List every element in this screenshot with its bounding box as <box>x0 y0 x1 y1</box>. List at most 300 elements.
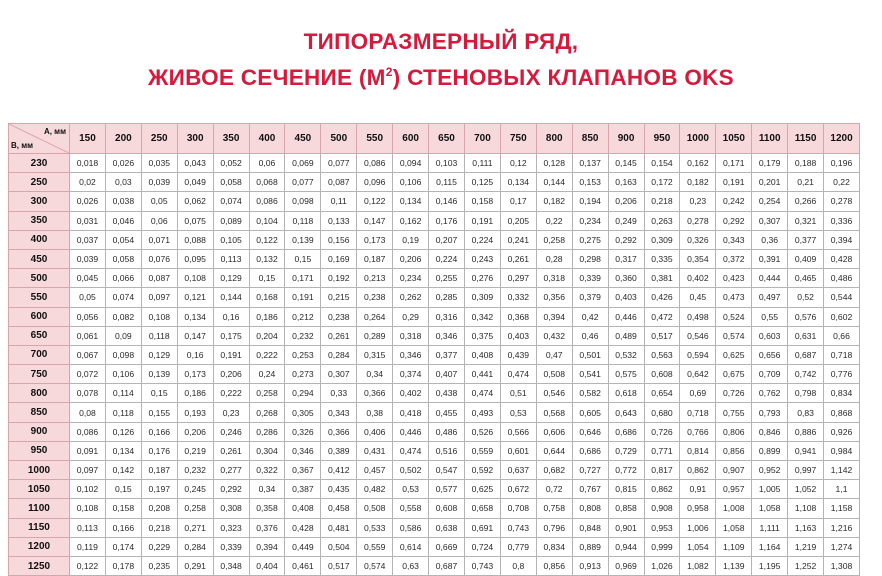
table-cell: 0,602 <box>824 307 860 326</box>
table-cell: 0,767 <box>572 480 608 499</box>
table-cell: 0,817 <box>644 461 680 480</box>
table-cell: 0,261 <box>213 441 249 460</box>
table-cell: 0,524 <box>716 307 752 326</box>
table-cell: 0,517 <box>321 556 357 575</box>
column-header-a: 700 <box>464 124 500 154</box>
table-row <box>9 537 860 556</box>
table-cell: 0,374 <box>393 365 429 384</box>
table-cell: 0,455 <box>429 403 465 422</box>
table-cell: 0,318 <box>536 269 572 288</box>
table-cell: 0,8 <box>500 556 536 575</box>
table-cell: 0,24 <box>249 365 285 384</box>
table-cell: 1,058 <box>752 499 788 518</box>
table-cell: 0,191 <box>285 288 321 307</box>
table-cell: 1,139 <box>716 556 752 575</box>
table-cell: 0,271 <box>177 518 213 537</box>
table-cell: 0,171 <box>716 154 752 173</box>
table-cell: 0,129 <box>213 269 249 288</box>
table-cell: 0,122 <box>357 192 393 211</box>
table-cell: 0,097 <box>70 461 106 480</box>
table-cell: 0,096 <box>357 173 393 192</box>
table-cell: 0,691 <box>464 518 500 537</box>
table-cell: 0,232 <box>177 461 213 480</box>
table-cell: 0,566 <box>500 422 536 441</box>
table-cell: 0,907 <box>716 461 752 480</box>
table-cell: 0,102 <box>70 480 106 499</box>
table-cell: 0,504 <box>321 537 357 556</box>
table-cell: 0,343 <box>321 403 357 422</box>
table-cell: 0,899 <box>752 441 788 460</box>
table-cell: 0,742 <box>788 365 824 384</box>
table-row <box>9 154 860 173</box>
table-cell: 0,241 <box>500 230 536 249</box>
table-cell: 0,642 <box>680 365 716 384</box>
table-cell: 0,153 <box>572 173 608 192</box>
column-header-a: 1150 <box>788 124 824 154</box>
table-container <box>8 123 860 576</box>
table-cell: 0,772 <box>608 461 644 480</box>
table-cell: 0,263 <box>644 211 680 230</box>
table-cell: 0,318 <box>393 326 429 345</box>
table-cell: 0,275 <box>572 230 608 249</box>
table-cell: 0,088 <box>177 230 213 249</box>
table-cell: 0,631 <box>788 326 824 345</box>
table-cell: 0,049 <box>177 173 213 192</box>
table-cell: 0,953 <box>644 518 680 537</box>
table-cell: 0,559 <box>357 537 393 556</box>
table-cell: 0,366 <box>357 384 393 403</box>
table-cell: 0,291 <box>177 556 213 575</box>
table-cell: 0,061 <box>70 326 106 345</box>
table-cell: 0,309 <box>464 288 500 307</box>
table-cell: 0,204 <box>249 326 285 345</box>
row-header-b: 950 <box>9 441 70 460</box>
table-cell: 1,109 <box>716 537 752 556</box>
table-cell: 0,574 <box>357 556 393 575</box>
table-cell: 0,207 <box>429 230 465 249</box>
column-header-a: 550 <box>357 124 393 154</box>
table-cell: 0,026 <box>105 154 141 173</box>
table-cell: 0,182 <box>536 192 572 211</box>
table-cell: 0,309 <box>644 230 680 249</box>
table-cell: 0,094 <box>393 154 429 173</box>
table-cell: 0,574 <box>716 326 752 345</box>
table-cell: 1,054 <box>680 537 716 556</box>
table-cell: 0,577 <box>429 480 465 499</box>
table-cell: 0,191 <box>213 345 249 364</box>
column-header-a: 400 <box>249 124 285 154</box>
table-cell: 0,069 <box>285 154 321 173</box>
table-row <box>9 288 860 307</box>
table-cell: 0,058 <box>105 249 141 268</box>
table-cell: 1,1 <box>824 480 860 499</box>
table-cell: 0,125 <box>464 173 500 192</box>
table-cell: 0,608 <box>429 499 465 518</box>
column-header-a: 850 <box>572 124 608 154</box>
table-cell: 0,134 <box>393 192 429 211</box>
table-cell: 0,05 <box>141 192 177 211</box>
table-cell: 0,342 <box>464 307 500 326</box>
table-cell: 0,727 <box>572 461 608 480</box>
table-cell: 0,316 <box>429 307 465 326</box>
table-cell: 0,235 <box>141 556 177 575</box>
table-cell: 0,958 <box>680 499 716 518</box>
table-cell: 0,669 <box>429 537 465 556</box>
table-cell: 0,834 <box>824 384 860 403</box>
table-cell: 0,22 <box>536 211 572 230</box>
row-header-b: 600 <box>9 307 70 326</box>
table-cell: 1,052 <box>788 480 824 499</box>
table-cell: 0,29 <box>393 307 429 326</box>
table-cell: 0,601 <box>500 441 536 460</box>
column-header-a: 1100 <box>752 124 788 154</box>
table-cell: 0,238 <box>357 288 393 307</box>
table-cell: 0,146 <box>429 192 465 211</box>
table-row <box>9 345 860 364</box>
table-row <box>9 480 860 499</box>
table-cell: 0,379 <box>572 288 608 307</box>
table-cell: 0,23 <box>213 403 249 422</box>
table-cell: 0,91 <box>680 480 716 499</box>
table-cell: 0,394 <box>824 230 860 249</box>
table-cell: 0,402 <box>393 384 429 403</box>
table-cell: 0,743 <box>464 556 500 575</box>
table-cell: 0,171 <box>285 269 321 288</box>
table-cell: 0,55 <box>752 307 788 326</box>
table-cell: 1,195 <box>752 556 788 575</box>
table-cell: 1,108 <box>788 499 824 518</box>
table-cell: 0,307 <box>321 365 357 384</box>
table-cell: 0,796 <box>536 518 572 537</box>
table-cell: 0,886 <box>788 422 824 441</box>
table-cell: 0,46 <box>572 326 608 345</box>
table-cell: 0,605 <box>572 403 608 422</box>
table-cell: 0,372 <box>716 249 752 268</box>
table-cell: 0,076 <box>141 249 177 268</box>
title-line-2 <box>0 57 882 93</box>
table-cell: 0,229 <box>141 537 177 556</box>
table-cell: 0,638 <box>429 518 465 537</box>
table-cell: 0,305 <box>285 403 321 422</box>
table-cell: 0,576 <box>788 307 824 326</box>
page-title <box>0 27 882 93</box>
table-cell: 0,104 <box>249 211 285 230</box>
table-cell: 0,814 <box>680 441 716 460</box>
table-cell: 0,206 <box>393 249 429 268</box>
row-header-b: 1100 <box>9 499 70 518</box>
table-cell: 0,178 <box>105 556 141 575</box>
table-cell: 0,926 <box>824 422 860 441</box>
table-cell: 0,245 <box>177 480 213 499</box>
table-cell: 0,969 <box>608 556 644 575</box>
table-cell: 0,346 <box>429 326 465 345</box>
table-cell: 0,067 <box>70 345 106 364</box>
table-cell: 0,23 <box>680 192 716 211</box>
table-cell: 0,197 <box>141 480 177 499</box>
table-cell: 0,346 <box>285 441 321 460</box>
table-cell: 0,856 <box>716 441 752 460</box>
column-header-a: 350 <box>213 124 249 154</box>
table-cell: 0,558 <box>393 499 429 518</box>
table-cell: 0,147 <box>177 326 213 345</box>
table-cell: 0,142 <box>105 461 141 480</box>
table-cell: 0,098 <box>105 345 141 364</box>
table-cell: 0,137 <box>572 154 608 173</box>
table-cell: 0,502 <box>393 461 429 480</box>
table-cell: 0,34 <box>249 480 285 499</box>
table-cell: 0,224 <box>464 230 500 249</box>
title-line-1: ТИПОРАЗМЕРНЫЙ РЯД, <box>303 29 579 54</box>
table-cell: 0,547 <box>429 461 465 480</box>
table-cell: 0,066 <box>105 269 141 288</box>
column-header-a: 950 <box>644 124 680 154</box>
table-cell: 0,261 <box>321 326 357 345</box>
table-cell: 0,360 <box>608 269 644 288</box>
table-cell: 0,15 <box>141 384 177 403</box>
table-cell: 0,637 <box>500 461 536 480</box>
table-cell: 0,592 <box>464 461 500 480</box>
table-cell: 0,403 <box>500 326 536 345</box>
table-cell: 0,126 <box>105 422 141 441</box>
table-cell: 0,045 <box>70 269 106 288</box>
table-cell: 0,47 <box>536 345 572 364</box>
table-cell: 0,115 <box>429 173 465 192</box>
table-cell: 0,394 <box>536 307 572 326</box>
table-cell: 0,402 <box>680 269 716 288</box>
table-cell: 0,643 <box>608 403 644 422</box>
table-cell: 0,21 <box>788 173 824 192</box>
table-cell: 0,375 <box>464 326 500 345</box>
table-cell: 0,175 <box>213 326 249 345</box>
table-cell: 0,105 <box>213 230 249 249</box>
table-cell: 0,186 <box>177 384 213 403</box>
table-cell: 0,06 <box>141 211 177 230</box>
table-cell: 0,798 <box>788 384 824 403</box>
table-cell: 0,106 <box>105 365 141 384</box>
table-cell: 0,656 <box>752 345 788 364</box>
table-cell: 0,686 <box>572 441 608 460</box>
row-header-b: 1000 <box>9 461 70 480</box>
table-cell: 0,376 <box>249 518 285 537</box>
table-cell: 0,258 <box>177 499 213 518</box>
table-cell: 0,168 <box>249 288 285 307</box>
table-cell: 0,343 <box>716 230 752 249</box>
table-cell: 0,339 <box>572 269 608 288</box>
table-cell: 0,672 <box>500 480 536 499</box>
table-cell: 0,284 <box>177 537 213 556</box>
table-cell: 0,368 <box>500 307 536 326</box>
table-cell: 0,758 <box>536 499 572 518</box>
table-cell: 0,432 <box>536 326 572 345</box>
column-header-a: 300 <box>177 124 213 154</box>
table-cell: 0,458 <box>321 499 357 518</box>
table-cell: 0,718 <box>824 345 860 364</box>
table-cell: 0,354 <box>680 249 716 268</box>
table-header-row <box>9 124 860 154</box>
table-cell: 0,074 <box>105 288 141 307</box>
table-cell: 0,618 <box>608 384 644 403</box>
table-row <box>9 269 860 288</box>
table-cell: 0,133 <box>321 211 357 230</box>
table-cell: 0,367 <box>285 461 321 480</box>
column-header-a: 150 <box>70 124 106 154</box>
table-cell: 0,559 <box>464 441 500 460</box>
table-cell: 0,158 <box>105 499 141 518</box>
table-cell: 0,037 <box>70 230 106 249</box>
column-header-a: 900 <box>608 124 644 154</box>
table-cell: 0,018 <box>70 154 106 173</box>
table-cell: 0,118 <box>141 326 177 345</box>
table-cell: 0,154 <box>644 154 680 173</box>
table-cell: 0,498 <box>680 307 716 326</box>
table-cell: 0,646 <box>572 422 608 441</box>
table-cell: 0,625 <box>464 480 500 499</box>
table-cell: 0,193 <box>177 403 213 422</box>
table-cell: 0,294 <box>285 384 321 403</box>
table-cell: 0,913 <box>572 556 608 575</box>
table-cell: 0,326 <box>680 230 716 249</box>
row-header-b: 400 <box>9 230 70 249</box>
table-cell: 0,339 <box>213 537 249 556</box>
table-cell: 0,952 <box>752 461 788 480</box>
column-header-a: 1000 <box>680 124 716 154</box>
column-header-a: 200 <box>105 124 141 154</box>
table-cell: 0,108 <box>177 269 213 288</box>
row-header-b: 650 <box>9 326 70 345</box>
table-row <box>9 192 860 211</box>
table-cell: 0,377 <box>429 345 465 364</box>
table-cell: 0,122 <box>70 556 106 575</box>
table-cell: 1,164 <box>752 537 788 556</box>
table-cell: 0,097 <box>141 288 177 307</box>
row-header-b: 1050 <box>9 480 70 499</box>
table-cell: 0,173 <box>357 230 393 249</box>
table-cell: 0,242 <box>716 192 752 211</box>
table-cell: 0,087 <box>141 269 177 288</box>
table-cell: 0,22 <box>824 173 860 192</box>
row-header-b: 1150 <box>9 518 70 537</box>
table-cell: 0,206 <box>177 422 213 441</box>
table-cell: 0,187 <box>141 461 177 480</box>
table-cell: 0,418 <box>393 403 429 422</box>
row-header-b: 450 <box>9 249 70 268</box>
table-cell: 1,008 <box>716 499 752 518</box>
table-cell: 0,834 <box>536 537 572 556</box>
table-cell: 1,111 <box>752 518 788 537</box>
table-row <box>9 441 860 460</box>
table-cell: 0,172 <box>644 173 680 192</box>
table-cell: 0,682 <box>536 461 572 480</box>
table-cell: 0,072 <box>70 365 106 384</box>
row-header-b: 750 <box>9 365 70 384</box>
table-cell: 0,321 <box>788 211 824 230</box>
table-cell: 0,253 <box>285 345 321 364</box>
table-cell: 0,335 <box>644 249 680 268</box>
table-cell: 0,908 <box>644 499 680 518</box>
table-cell: 0,238 <box>321 307 357 326</box>
table-cell: 0,680 <box>644 403 680 422</box>
table-cell: 0,113 <box>70 518 106 537</box>
table-cell: 0,276 <box>464 269 500 288</box>
table-cell: 0,186 <box>249 307 285 326</box>
table-cell: 0,686 <box>608 422 644 441</box>
table-cell: 0,729 <box>608 441 644 460</box>
table-cell: 0,08 <box>70 403 106 422</box>
table-cell: 0,497 <box>752 288 788 307</box>
table-cell: 0,582 <box>572 384 608 403</box>
table-cell: 0,501 <box>572 345 608 364</box>
table-cell: 0,63 <box>393 556 429 575</box>
table-cell: 0,05 <box>70 288 106 307</box>
table-cell: 0,336 <box>824 211 860 230</box>
table-cell: 0,533 <box>357 518 393 537</box>
table-cell: 0,098 <box>285 192 321 211</box>
table-cell: 0,441 <box>464 365 500 384</box>
table-cell: 0,658 <box>464 499 500 518</box>
table-cell: 0,307 <box>752 211 788 230</box>
table-cell: 0,179 <box>752 154 788 173</box>
table-cell: 0,254 <box>752 192 788 211</box>
column-header-a: 750 <box>500 124 536 154</box>
table-cell: 0,489 <box>608 326 644 345</box>
table-cell: 0,568 <box>536 403 572 422</box>
table-cell: 0,544 <box>824 288 860 307</box>
table-cell: 0,862 <box>680 461 716 480</box>
table-cell: 0,292 <box>213 480 249 499</box>
table-cell: 0,486 <box>824 269 860 288</box>
table-cell: 0,431 <box>357 441 393 460</box>
table-cell: 0,449 <box>285 537 321 556</box>
table-cell: 0,51 <box>500 384 536 403</box>
table-cell: 0,984 <box>824 441 860 460</box>
table-cell: 0,234 <box>393 269 429 288</box>
table-cell: 0,258 <box>536 230 572 249</box>
table-cell: 0,119 <box>70 537 106 556</box>
table-cell: 0,465 <box>788 269 824 288</box>
table-cell: 0,03 <box>105 173 141 192</box>
table-cell: 0,038 <box>105 192 141 211</box>
table-cell: 0,461 <box>285 556 321 575</box>
title-line-2-start: ЖИВОЕ СЕЧЕНИЕ (М <box>147 65 386 90</box>
table-cell: 1,142 <box>824 461 860 480</box>
table-cell: 0,997 <box>788 461 824 480</box>
table-cell: 0,031 <box>70 211 106 230</box>
table-cell: 0,194 <box>572 192 608 211</box>
table-cell: 0,06 <box>249 154 285 173</box>
table-cell: 0,34 <box>357 365 393 384</box>
table-cell: 0,83 <box>788 403 824 422</box>
table-cell: 0,086 <box>249 192 285 211</box>
table-cell: 0,108 <box>70 499 106 518</box>
table-cell: 0,266 <box>788 192 824 211</box>
table-cell: 0,174 <box>105 537 141 556</box>
table-cell: 0,058 <box>213 173 249 192</box>
table-cell: 0,166 <box>141 422 177 441</box>
table-cell: 0,724 <box>464 537 500 556</box>
table-cell: 0,675 <box>716 365 752 384</box>
table-cell: 0,111 <box>464 154 500 173</box>
table-cell: 0,206 <box>213 365 249 384</box>
table-cell: 0,196 <box>824 154 860 173</box>
table-cell: 0,493 <box>464 403 500 422</box>
table-cell: 0,052 <box>213 154 249 173</box>
table-cell: 0,858 <box>608 499 644 518</box>
table-cell: 0,077 <box>285 173 321 192</box>
table-cell: 0,071 <box>141 230 177 249</box>
table-cell: 0,474 <box>464 384 500 403</box>
table-cell: 0,262 <box>393 288 429 307</box>
table-cell: 0,162 <box>393 211 429 230</box>
